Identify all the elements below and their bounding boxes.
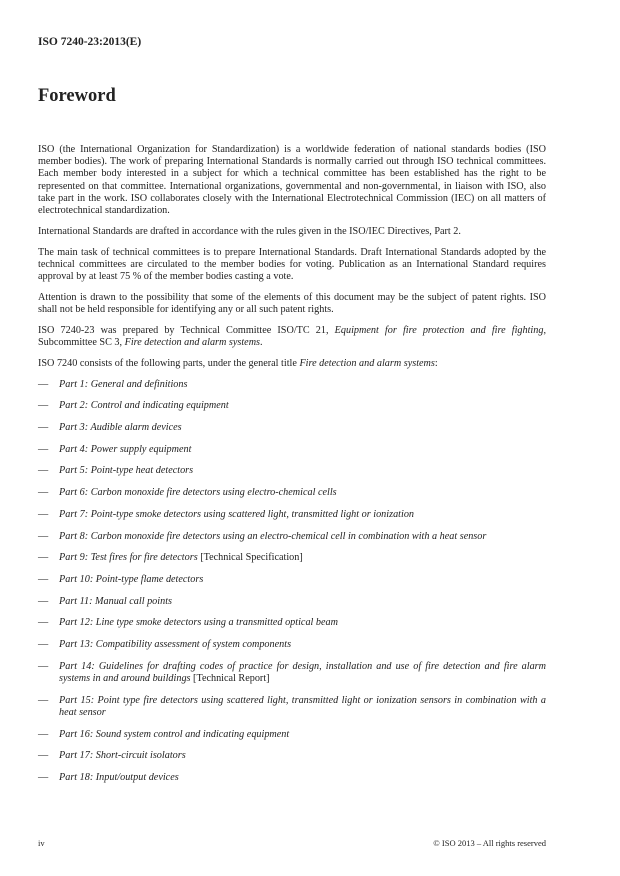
dash: —: [38, 750, 49, 762]
part-title: Part 13: Compatibility assessment of system components: [59, 639, 292, 651]
item-text: [59, 552, 303, 564]
item-text: [59, 729, 289, 741]
document-id: ISO 7240-23:2013(E): [38, 36, 142, 48]
paragraph: Attention is drawn to the possibility that some of the elements of this document may be the subject of patent rights. ISO shall not be held responsible for identifying any or all such patent rights.: [38, 291, 546, 316]
list-item: [38, 552, 546, 564]
list-item: [38, 422, 546, 434]
item-text: [59, 444, 191, 456]
consists-paragraph: [38, 358, 546, 370]
list-item: [38, 729, 546, 741]
item-text: [59, 487, 337, 499]
list-item: [38, 465, 546, 477]
part-title: Part 15: Point type fire detectors using scattered light, transmitted light or ionization sensors in combination with a heat sensor: [59, 694, 546, 718]
part-title: Part 1: General and definitions: [59, 378, 188, 390]
parts-list: [38, 379, 546, 785]
list-item: [38, 531, 546, 543]
prepared-paragraph: [38, 325, 546, 349]
dash: —: [38, 660, 49, 672]
paragraph: The main task of technical committees is to prepare International Standards. Draft International Standards adopted by the technical committees are circulated to the member bodies for voting. Publication as an International Standard requires approval by at least 75 % of the member bodies casting a vote.: [38, 246, 546, 283]
dash: —: [38, 443, 49, 455]
part-title: Part 11: Manual call points: [59, 595, 172, 607]
part-title: Part 12: Line type smoke detectors using a transmitted optical beam: [59, 617, 338, 629]
item-text: [59, 617, 338, 629]
part-suffix: [Technical Report]: [190, 672, 270, 684]
list-item: [38, 750, 546, 762]
item-text: [59, 695, 546, 719]
dash: —: [38, 530, 49, 542]
dash: —: [38, 728, 49, 740]
item-text: [59, 509, 414, 521]
list-item: [38, 596, 546, 608]
list-item: [38, 639, 546, 651]
part-title: Part 2: Control and indicating equipment: [59, 400, 229, 412]
dash: —: [38, 573, 49, 585]
page-number: iv: [38, 838, 45, 848]
item-text: [59, 750, 186, 762]
item-text: [59, 465, 193, 477]
dash: —: [38, 465, 49, 477]
dash: —: [38, 378, 49, 390]
text: .: [260, 337, 263, 349]
copyright: © ISO 2013 – All rights reserved: [433, 838, 546, 848]
dash: —: [38, 552, 49, 564]
part-title: Part 5: Point-type heat detectors: [59, 465, 194, 477]
item-text: [59, 596, 172, 608]
page-title: Foreword: [38, 86, 116, 106]
dash: —: [38, 508, 49, 520]
dash: —: [38, 487, 49, 499]
dash: —: [38, 771, 49, 783]
paragraph: International Standards are drafted in accordance with the rules given in the ISO/IEC Directives, Part 2.: [38, 225, 461, 237]
item-text: [59, 772, 179, 784]
list-item: [38, 400, 546, 412]
text: :: [434, 357, 438, 369]
part-title: Part 14: Guidelines for drafting codes of practice for design, installation and use of fire detection and fire alarm systems in and around buildings: [59, 660, 546, 684]
text: ISO 7240-23 was prepared by Technical Committee ISO/TC 21,: [38, 324, 335, 336]
paragraph: ISO (the International Organization for Standardization) is a worldwide federation of national standards bodies (ISO member bodies). The work of preparing International Standards is normally carried out through ISO technical committees. Each member body interested in a subject for which a technical committee has been established has the right to be represented on that committee. International organizations, governmental and non-governmental, in liaison with ISO, also take part in the work. ISO collaborates closely with the International Electrotechnical Commission (IEC) on all matters of electrotechnical standardization.: [38, 144, 546, 217]
part-suffix: [Technical Specification]: [197, 552, 303, 564]
item-text: [59, 639, 291, 651]
part-title: Part 10: Point-type flame detectors: [59, 573, 204, 585]
document-body: [38, 144, 546, 794]
list-item: [38, 487, 546, 499]
part-title: Part 9: Test fires for fire detectors: [59, 552, 198, 564]
dash: —: [38, 639, 49, 651]
list-item: [38, 379, 546, 391]
subcommittee-title: Fire detection and alarm systems: [124, 337, 261, 349]
list-item: [38, 661, 546, 685]
dash: —: [38, 694, 49, 706]
dash: —: [38, 422, 49, 434]
part-title: Part 16: Sound system control and indicating equipment: [59, 728, 290, 740]
part-title: Part 8: Carbon monoxide fire detectors using an electro-chemical cell in combination with a heat sensor: [59, 530, 487, 542]
part-title: Part 17: Short-circuit isolators: [59, 750, 186, 762]
part-title: Part 4: Power supply equipment: [59, 443, 192, 455]
dash: —: [38, 400, 49, 412]
part-title: Part 18: Input/output devices: [59, 771, 179, 783]
part-title: Part 7: Point-type smoke detectors using scattered light, transmitted light or ionization: [59, 508, 415, 520]
item-text: [59, 574, 203, 586]
part-title: Part 3: Audible alarm devices: [59, 422, 182, 434]
text: ISO 7240 consists of the following parts, under the general title: [38, 357, 300, 369]
item-text: [59, 661, 546, 685]
general-title: Fire detection and alarm systems: [299, 357, 435, 369]
dash: —: [38, 595, 49, 607]
committee-title: Equipment for fire protection and fire fighting: [334, 324, 544, 336]
item-text: [59, 531, 486, 543]
item-text: [59, 422, 182, 434]
list-item: [38, 574, 546, 586]
list-item: [38, 617, 546, 629]
footer: [38, 838, 546, 848]
list-item: [38, 444, 546, 456]
list-item: [38, 772, 546, 784]
list-item: [38, 509, 546, 521]
list-item: [38, 695, 546, 719]
text: , Subcommittee SC 3,: [38, 324, 546, 349]
item-text: [59, 400, 229, 412]
dash: —: [38, 617, 49, 629]
part-title: Part 6: Carbon monoxide fire detectors using electro-chemical cells: [59, 487, 337, 499]
item-text: [59, 379, 187, 391]
